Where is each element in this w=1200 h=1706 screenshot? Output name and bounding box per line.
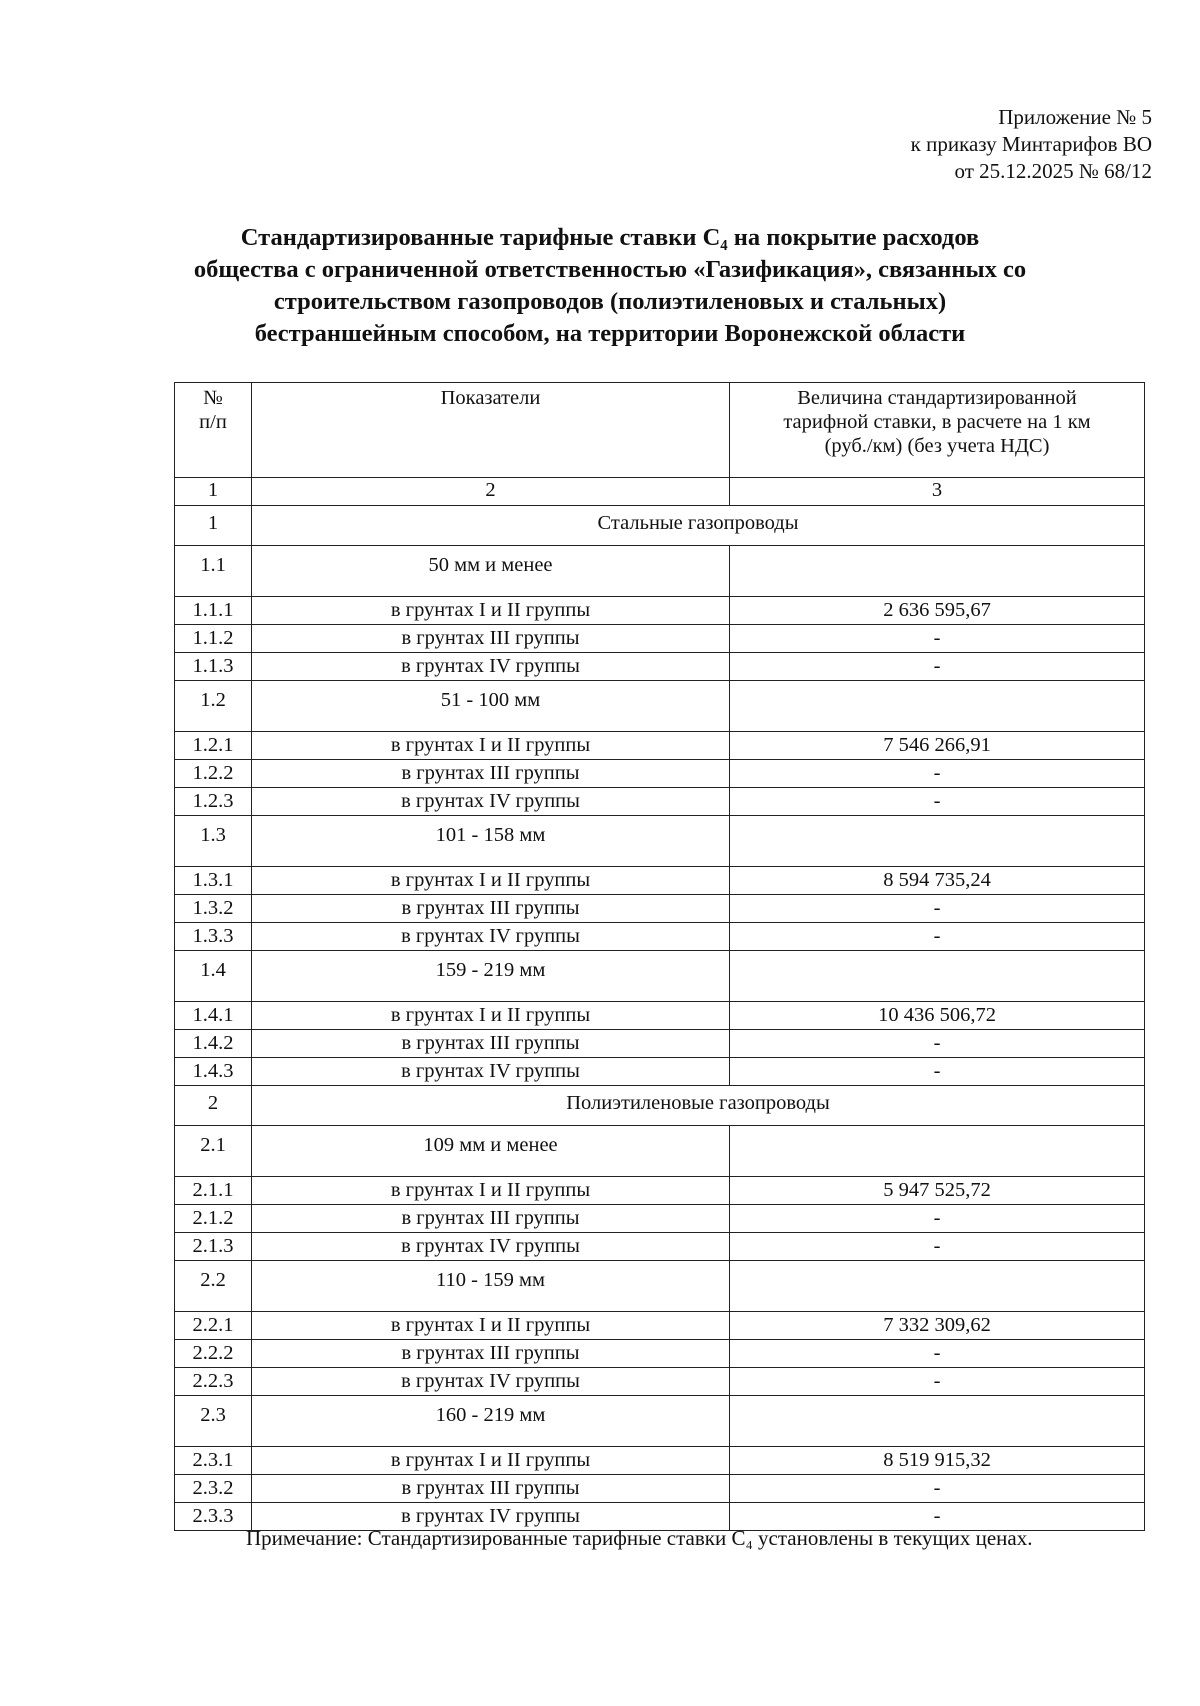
- table-row: [175, 597, 1145, 625]
- tariff-value: [730, 681, 1145, 732]
- table-row: [175, 867, 1145, 895]
- soil-group-label: в грунтах III группы: [252, 895, 730, 923]
- column-number: 1: [175, 478, 252, 506]
- row-number: 2.1.3: [175, 1233, 252, 1261]
- soil-group-label: в грунтах III группы: [252, 760, 730, 788]
- tariff-value: 2 636 595,67: [730, 597, 1145, 625]
- soil-group-label: в грунтах IV группы: [252, 1058, 730, 1086]
- table-row: [175, 1312, 1145, 1340]
- table-row: [175, 1340, 1145, 1368]
- table-row: [175, 1233, 1145, 1261]
- row-number: 1.1.3: [175, 653, 252, 681]
- table-row: [175, 1447, 1145, 1475]
- diameter-label: 160 - 219 мм: [252, 1396, 730, 1447]
- header-num: № п/п: [175, 383, 252, 478]
- tariff-value: -: [730, 1368, 1145, 1396]
- row-number: 1.4: [175, 951, 252, 1002]
- soil-group-label: в грунтах I и II группы: [252, 867, 730, 895]
- row-number: 1.2: [175, 681, 252, 732]
- document-title: [120, 222, 1100, 350]
- tariff-value: 8 519 915,32: [730, 1447, 1145, 1475]
- soil-group-label: в грунтах I и II группы: [252, 732, 730, 760]
- table-row: [175, 760, 1145, 788]
- table-row: [175, 1205, 1145, 1233]
- table-row: [175, 1475, 1145, 1503]
- table-row: [175, 895, 1145, 923]
- soil-group-label: в грунтах III группы: [252, 1030, 730, 1058]
- tariff-value: 8 594 735,24: [730, 867, 1145, 895]
- footnote: Примечание: Стандартизированные тарифные ставки С₄ установлены в текущих ценах.: [246, 1526, 1033, 1550]
- row-number: 2: [175, 1086, 252, 1126]
- tariff-value: -: [730, 923, 1145, 951]
- row-number: 2.2.1: [175, 1312, 252, 1340]
- row-number: 1.3: [175, 816, 252, 867]
- tariff-value: 5 947 525,72: [730, 1177, 1145, 1205]
- tariff-table: [174, 382, 1145, 1531]
- row-number: 2.3.2: [175, 1475, 252, 1503]
- soil-group-label: в грунтах III группы: [252, 625, 730, 653]
- soil-group-label: в грунтах I и II группы: [252, 1177, 730, 1205]
- row-number: 1.2.1: [175, 732, 252, 760]
- soil-group-label: в грунтах IV группы: [252, 923, 730, 951]
- row-number: 2.3.1: [175, 1447, 252, 1475]
- table-row: [175, 732, 1145, 760]
- tariff-value: -: [730, 1030, 1145, 1058]
- column-number: 2: [252, 478, 730, 506]
- row-number: 1.1: [175, 546, 252, 597]
- row-number: 2.2.2: [175, 1340, 252, 1368]
- table-row: [175, 625, 1145, 653]
- diameter-label: 159 - 219 мм: [252, 951, 730, 1002]
- row-number: 2.1.1: [175, 1177, 252, 1205]
- row-number: 1.4.2: [175, 1030, 252, 1058]
- section-label: Полиэтиленовые газопроводы: [252, 1086, 1145, 1126]
- diameter-label: 109 мм и менее: [252, 1126, 730, 1177]
- row-number: 1.4.1: [175, 1002, 252, 1030]
- soil-group-label: в грунтах III группы: [252, 1340, 730, 1368]
- row-number: 1.2.2: [175, 760, 252, 788]
- row-number: 1.4.3: [175, 1058, 252, 1086]
- row-number: 1.1.1: [175, 597, 252, 625]
- table-row: [175, 788, 1145, 816]
- tariff-value: -: [730, 788, 1145, 816]
- row-number: 2.2: [175, 1261, 252, 1312]
- tariff-value: [730, 816, 1145, 867]
- diameter-label: 110 - 159 мм: [252, 1261, 730, 1312]
- order-reference: к приказу Минтарифов ВО: [910, 132, 1152, 156]
- row-number: 1.3.2: [175, 895, 252, 923]
- column-number: 3: [730, 478, 1145, 506]
- tariff-value: -: [730, 895, 1145, 923]
- tariff-value: [730, 951, 1145, 1002]
- soil-group-label: в грунтах IV группы: [252, 653, 730, 681]
- tariff-value: [730, 1396, 1145, 1447]
- order-date: от 25.12.2025 № 68/12: [954, 159, 1152, 183]
- tariff-value: 7 546 266,91: [730, 732, 1145, 760]
- tariff-value: -: [730, 1340, 1145, 1368]
- row-number: 1.1.2: [175, 625, 252, 653]
- soil-group-label: в грунтах IV группы: [252, 1233, 730, 1261]
- column-number-row: [175, 478, 1145, 506]
- section-row: [175, 1086, 1145, 1126]
- title-line-4: бестраншейным способом, на территории Воронежской области: [254, 320, 966, 347]
- subsection-row: [175, 546, 1145, 597]
- title-line-2: общества с ограниченной ответственностью «Газификация», связанных со: [193, 256, 1027, 283]
- row-number: 1.3.3: [175, 923, 252, 951]
- row-number: 1.2.3: [175, 788, 252, 816]
- section-label: Стальные газопроводы: [252, 506, 1145, 546]
- table-body: [175, 506, 1145, 1531]
- title-line-3: строительством газопроводов (полиэтиленовых и стальных): [273, 288, 947, 315]
- soil-group-label: в грунтах III группы: [252, 1205, 730, 1233]
- row-number: 2.3: [175, 1396, 252, 1447]
- tariff-value: -: [730, 760, 1145, 788]
- table-row: [175, 1177, 1145, 1205]
- diameter-label: 50 мм и менее: [252, 546, 730, 597]
- tariff-value: 10 436 506,72: [730, 1002, 1145, 1030]
- table-row: [175, 1002, 1145, 1030]
- soil-group-label: в грунтах I и II группы: [252, 1002, 730, 1030]
- row-number: 2.1.2: [175, 1205, 252, 1233]
- tariff-value: -: [730, 1503, 1145, 1531]
- row-number: 2.2.3: [175, 1368, 252, 1396]
- header-value: Величина стандартизированной тарифной ставки, в расчете на 1 км (руб./км) (без учета НДС): [730, 383, 1145, 478]
- soil-group-label: в грунтах III группы: [252, 1475, 730, 1503]
- row-number: 2.1: [175, 1126, 252, 1177]
- soil-group-label: в грунтах IV группы: [252, 788, 730, 816]
- diameter-label: 101 - 158 мм: [252, 816, 730, 867]
- tariff-value: 7 332 309,62: [730, 1312, 1145, 1340]
- table-header-row: [175, 383, 1145, 478]
- table-row: [175, 1368, 1145, 1396]
- soil-group-label: в грунтах I и II группы: [252, 597, 730, 625]
- title-line-1: Стандартизированные тарифные ставки С₄ на покрытие расходов: [240, 224, 980, 251]
- section-row: [175, 506, 1145, 546]
- diameter-label: 51 - 100 мм: [252, 681, 730, 732]
- soil-group-label: в грунтах IV группы: [252, 1503, 730, 1531]
- row-number: 1.3.1: [175, 867, 252, 895]
- tariff-value: -: [730, 1058, 1145, 1086]
- table-row: [175, 1058, 1145, 1086]
- tariff-value: -: [730, 1233, 1145, 1261]
- table-row: [175, 923, 1145, 951]
- subsection-row: [175, 1261, 1145, 1312]
- subsection-row: [175, 1396, 1145, 1447]
- tariff-value: [730, 1261, 1145, 1312]
- tariff-value: -: [730, 653, 1145, 681]
- tariff-value: [730, 1126, 1145, 1177]
- subsection-row: [175, 951, 1145, 1002]
- appendix-header: [911, 104, 1152, 185]
- subsection-row: [175, 816, 1145, 867]
- soil-group-label: в грунтах IV группы: [252, 1368, 730, 1396]
- subsection-row: [175, 681, 1145, 732]
- subsection-row: [175, 1126, 1145, 1177]
- tariff-value: -: [730, 1205, 1145, 1233]
- table-row: [175, 653, 1145, 681]
- header-indicator: Показатели: [252, 383, 730, 478]
- appendix-number: Приложение № 5: [998, 105, 1152, 129]
- table-row: [175, 1030, 1145, 1058]
- tariff-value: -: [730, 1475, 1145, 1503]
- row-number: 2.3.3: [175, 1503, 252, 1531]
- row-number: 1: [175, 506, 252, 546]
- tariff-value: -: [730, 625, 1145, 653]
- soil-group-label: в грунтах I и II группы: [252, 1312, 730, 1340]
- soil-group-label: в грунтах I и II группы: [252, 1447, 730, 1475]
- tariff-value: [730, 546, 1145, 597]
